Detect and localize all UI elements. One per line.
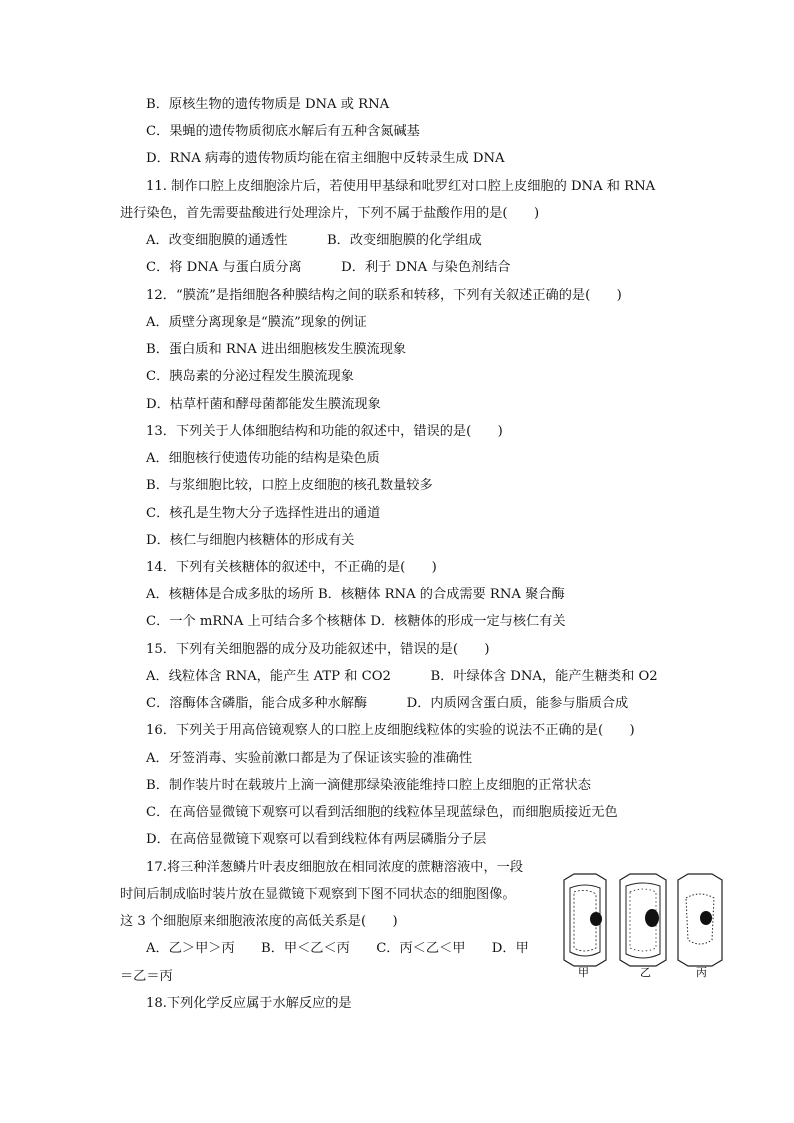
q16-option-d: D．在高倍显微镜下观察可以看到线粒体有两层磷脂分子层 [146, 832, 487, 847]
label-jia: 甲 [578, 966, 589, 978]
q18-stem: 18.下列化学反应属于水解反应的是 [146, 996, 352, 1011]
q17-stem-line3: 这 3 个细胞原来细胞液浓度的高低关系是( ) [120, 914, 398, 929]
nucleus-jia [590, 912, 602, 926]
q14-options-cd: C．一个 mRNA 上可结合多个核糖体 D．核糖体的形成一定与核仁有关 [146, 614, 566, 629]
q11-stem-line1: 11. 制作口腔上皮细胞涂片后，若使用甲基绿和吡罗红对口腔上皮细胞的 DNA 和 RNA [146, 179, 656, 194]
q11-stem-line2: 进行染色，首先需要盐酸进行处理涂片，下列不属于盐酸作用的是( ) [120, 206, 540, 221]
q11-options-ab: A．改变细胞膜的通透性 B．改变细胞膜的化学组成 [146, 233, 482, 248]
cell-yi [620, 874, 666, 966]
cell-figure [556, 872, 736, 978]
q16-option-b: B．制作装片时在载玻片上滴一滴健那绿染液能维持口腔上皮细胞的正常状态 [146, 778, 591, 793]
cell-bing [678, 874, 722, 966]
q10-option-b: B．原核生物的遗传物质是 DNA 或 RNA [146, 97, 390, 112]
q17-stem-line2: 时间后制成临时装片放在显微镜下观察到下图不同状态的细胞图像。 [120, 887, 516, 902]
q13-stem: 13．下列关于人体细胞结构和功能的叙述中，错误的是( ) [146, 424, 503, 439]
q17-options: A．乙＞甲＞丙 B．甲＜乙＜丙 C．丙＜乙＜甲 D．甲 [146, 941, 529, 956]
q12-option-c: C．胰岛素的分泌过程发生膜流现象 [146, 369, 354, 384]
q15-options-ab: A．线粒体含 RNA，能产生 ATP 和 CO2 B．叶绿体含 DNA，能产生糖类和 O2 [146, 669, 658, 684]
label-bing: 丙 [696, 966, 707, 978]
label-yi: 乙 [640, 966, 651, 978]
q16-option-c: C．在高倍显微镜下观察可以看到活细胞的线粒体呈现蓝绿色，而细胞质接近无色 [146, 805, 618, 820]
q12-stem: 12．“膜流”是指细胞各种膜结构之间的联系和转移，下列有关叙述正确的是( ) [146, 288, 622, 303]
q12-option-a: A．质壁分离现象是“膜流”现象的例证 [146, 315, 367, 330]
q16-stem: 16．下列关于用高倍镜观察人的口腔上皮细胞线粒体的实验的说法不正确的是( ) [146, 723, 635, 738]
q14-options-ab: A．核糖体是合成多肽的场所 B．核糖体 RNA 的合成需要 RNA 聚合酶 [146, 587, 565, 602]
nucleus-yi [645, 909, 659, 927]
q13-option-d: D．核仁与细胞内核糖体的形成有关 [146, 533, 355, 548]
q12-option-d: D．枯草杆菌和酵母菌都能发生膜流现象 [146, 397, 381, 412]
q15-stem: 15．下列有关细胞器的成分及功能叙述中，错误的是( ) [146, 642, 490, 657]
q13-option-b: B．与浆细胞比较，口腔上皮细胞的核孔数量较多 [146, 478, 433, 493]
q10-option-d: D．RNA 病毒的遗传物质均能在宿主细胞中反转录生成 DNA [146, 151, 505, 166]
q10-option-c: C．果蝇的遗传物质彻底水解后有五种含氮碱基 [146, 124, 420, 139]
q13-option-a: A．细胞核行使遗传功能的结构是染色质 [146, 451, 380, 466]
q12-option-b: B．蛋白质和 RNA 进出细胞核发生膜流现象 [146, 342, 407, 357]
q11-options-cd: C．将 DNA 与蛋白质分离 D．利于 DNA 与染色剂结合 [146, 260, 511, 275]
q17-options-cont: ＝乙＝丙 [120, 969, 173, 984]
q15-options-cd: C．溶酶体含磷脂，能合成多种水解酶 D．内质网含蛋白质，能参与脂质合成 [146, 696, 629, 711]
nucleus-bing [700, 911, 712, 925]
cell-jia [564, 874, 606, 966]
q17-stem-line1: 17.将三种洋葱鳞片叶表皮细胞放在相同浓度的蔗糖溶液中，一段 [146, 860, 524, 875]
q16-option-a: A．牙签消毒、实验前漱口都是为了保证该实验的准确性 [146, 751, 473, 766]
q13-option-c: C．核孔是生物大分子选择性进出的通道 [146, 506, 381, 521]
q14-stem: 14．下列有关核糖体的叙述中，不正确的是( ) [146, 560, 437, 575]
